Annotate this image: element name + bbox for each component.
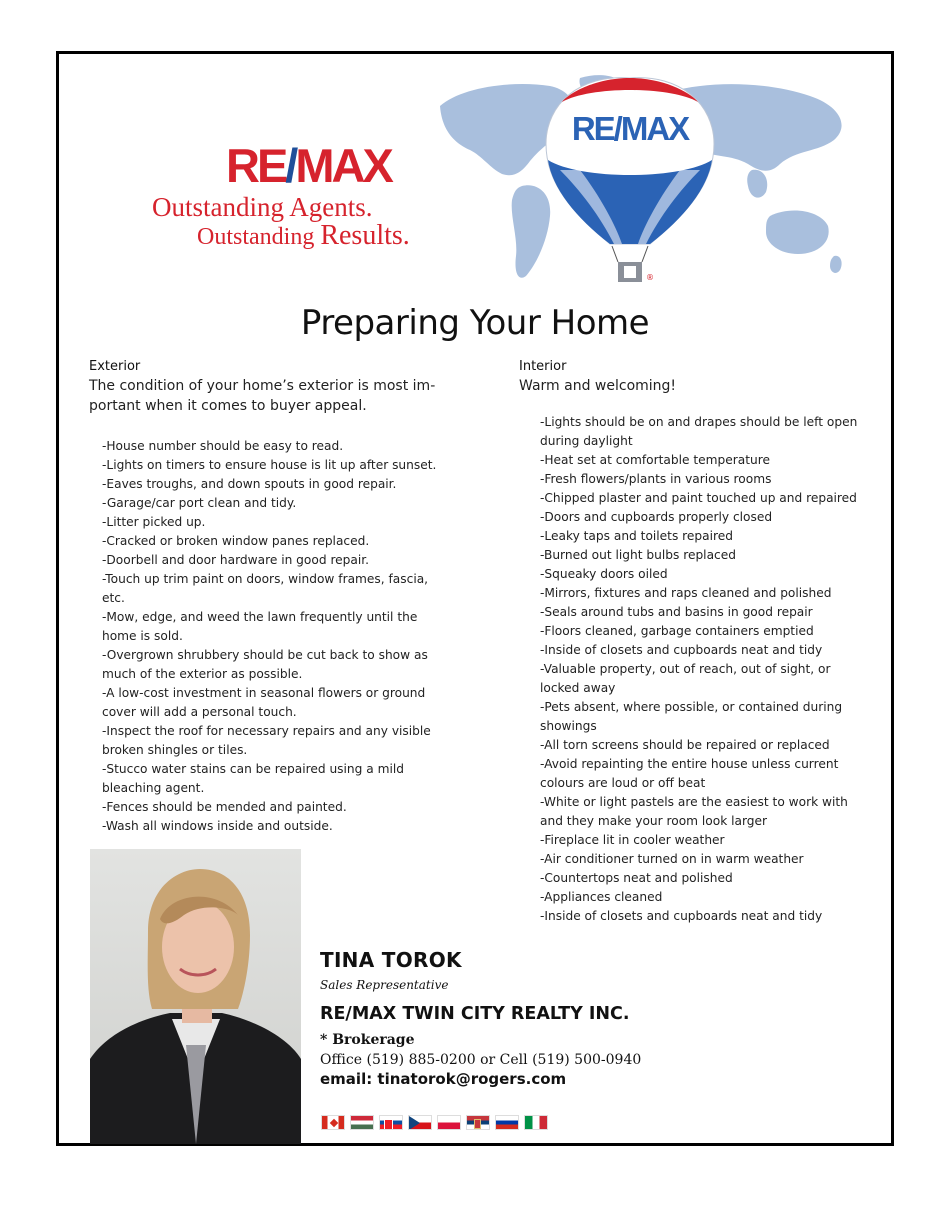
- world-map-balloon-graphic: [430, 66, 858, 306]
- language-flags: [321, 1115, 548, 1130]
- exterior-section: [89, 359, 439, 836]
- exterior-list-item: -A low-cost investment in seasonal flowers or ground cover will add a personal touch.: [102, 686, 426, 719]
- interior-list-item: -Pets absent, where possible, or contained during showings: [540, 700, 843, 733]
- interior-list-item: -Floors cleaned, garbage containers emptied: [540, 624, 814, 638]
- slovakia-flag-icon: [379, 1115, 403, 1130]
- exterior-list-item: -Litter picked up.: [102, 515, 206, 529]
- exterior-intro: The condition of your home’s exterior is most im-portant when it comes to buyer appeal.: [89, 378, 436, 414]
- exterior-list-item: -Cracked or broken window panes replaced.: [102, 534, 370, 548]
- agent-role: Sales Representative: [320, 978, 449, 992]
- exterior-list-item: -Fences should be mended and painted.: [102, 800, 347, 814]
- exterior-list-item: -Doorbell and door hardware in good repair.: [102, 553, 370, 567]
- exterior-list-item: -Overgrown shrubbery should be cut back to show as much of the exterior as possible.: [102, 648, 428, 681]
- exterior-list-item: -House number should be easy to read.: [102, 439, 344, 453]
- remax-logo: [152, 139, 452, 252]
- exterior-list-item: -Eaves troughs, and down spouts in good repair.: [102, 477, 397, 491]
- interior-list-item: -Fresh flowers/plants in various rooms: [540, 472, 772, 486]
- exterior-list-item: -Inspect the roof for necessary repairs and any visible broken shingles or tiles.: [102, 724, 431, 757]
- interior-intro: Warm and welcoming!: [519, 378, 677, 394]
- interior-list-item: -Chipped plaster and paint touched up and repaired: [540, 491, 857, 505]
- interior-section: [519, 359, 869, 926]
- agent-photo: [90, 849, 301, 1144]
- interior-list-item: -Doors and cupboards properly closed: [540, 510, 773, 524]
- interior-list-item: -Inside of closets and cupboards neat and tidy: [540, 643, 823, 657]
- interior-list-item: -Inside of closets and cupboards neat and tidy: [540, 909, 823, 923]
- exterior-list-item: -Touch up trim paint on doors, window frames, fascia, etc.: [102, 572, 429, 605]
- interior-list-item: -Leaky taps and toilets repaired: [540, 529, 733, 543]
- interior-list-item: -Seals around tubs and basins in good repair: [540, 605, 813, 619]
- interior-list-item: -Valuable property, out of reach, out of sight, or locked away: [540, 662, 831, 695]
- interior-list-item: -Avoid repainting the entire house unless current colours are loud or off beat: [540, 757, 839, 790]
- interior-list-item: -Fireplace lit in cooler weather: [540, 833, 725, 847]
- interior-list-item: -Squeaky doors oiled: [540, 567, 668, 581]
- exterior-list-item: -Wash all windows inside and outside.: [102, 819, 333, 833]
- agent-company: RE/MAX TWIN CITY REALTY INC.: [320, 1004, 630, 1024]
- interior-list-item: -Air conditioner turned on in warm weather: [540, 852, 804, 866]
- czech-flag-icon: [408, 1115, 432, 1130]
- page-title: Preparing Your Home: [300, 303, 650, 343]
- hungary-flag-icon: [350, 1115, 374, 1130]
- interior-list-item: -Appliances cleaned: [540, 890, 663, 904]
- agent-phone: Office (519) 885-0200 or Cell (519) 500-0940: [320, 1052, 642, 1068]
- interior-list-item: -Lights should be on and drapes should be left open during daylight: [540, 415, 858, 448]
- agent-name: TINA TOROK: [320, 948, 462, 972]
- exterior-list-item: -Lights on timers to ensure house is lit up after sunset.: [102, 458, 437, 472]
- agent-info: [320, 948, 641, 1088]
- tagline-results: Outstanding Results.: [197, 220, 410, 252]
- interior-list-item: -Countertops neat and polished: [540, 871, 733, 885]
- interior-list-item: -White or light pastels are the easiest to work with and they make your room look larger: [540, 795, 848, 828]
- interior-list-item: -Mirrors, fixtures and raps cleaned and polished: [540, 586, 832, 600]
- russia-flag-icon: [495, 1115, 519, 1130]
- exterior-list-item: -Mow, edge, and weed the lawn frequently until the home is sold.: [102, 610, 418, 643]
- serbia-flag-icon: [466, 1115, 490, 1130]
- balloon-wordmark: RE/MAX: [571, 110, 689, 147]
- remax-balloon-icon: [546, 78, 714, 282]
- exterior-list-item: -Garage/car port clean and tidy.: [102, 496, 297, 510]
- agent-brokerage: * Brokerage: [320, 1032, 415, 1048]
- italy-flag-icon: [524, 1115, 548, 1130]
- poland-flag-icon: [437, 1115, 461, 1130]
- interior-list-item: -Burned out light bulbs replaced: [540, 548, 736, 562]
- exterior-list-item: -Stucco water stains can be repaired using a mild bleaching agent.: [102, 762, 404, 795]
- interior-list-item: -Heat set at comfortable temperature: [540, 453, 770, 467]
- remax-wordmark: RE/MAX: [226, 139, 391, 192]
- exterior-heading: Exterior: [89, 359, 141, 374]
- interior-list: [519, 413, 869, 926]
- interior-heading: Interior: [519, 359, 567, 374]
- tagline-agents: Outstanding Agents.: [152, 192, 373, 222]
- agent-email: email: tinatorok@rogers.com: [320, 1070, 567, 1088]
- canada-flag-icon: [321, 1115, 345, 1130]
- interior-list-item: -All torn screens should be repaired or replaced: [540, 738, 830, 752]
- exterior-list: [89, 437, 439, 836]
- svg-text:®: ®: [646, 273, 654, 282]
